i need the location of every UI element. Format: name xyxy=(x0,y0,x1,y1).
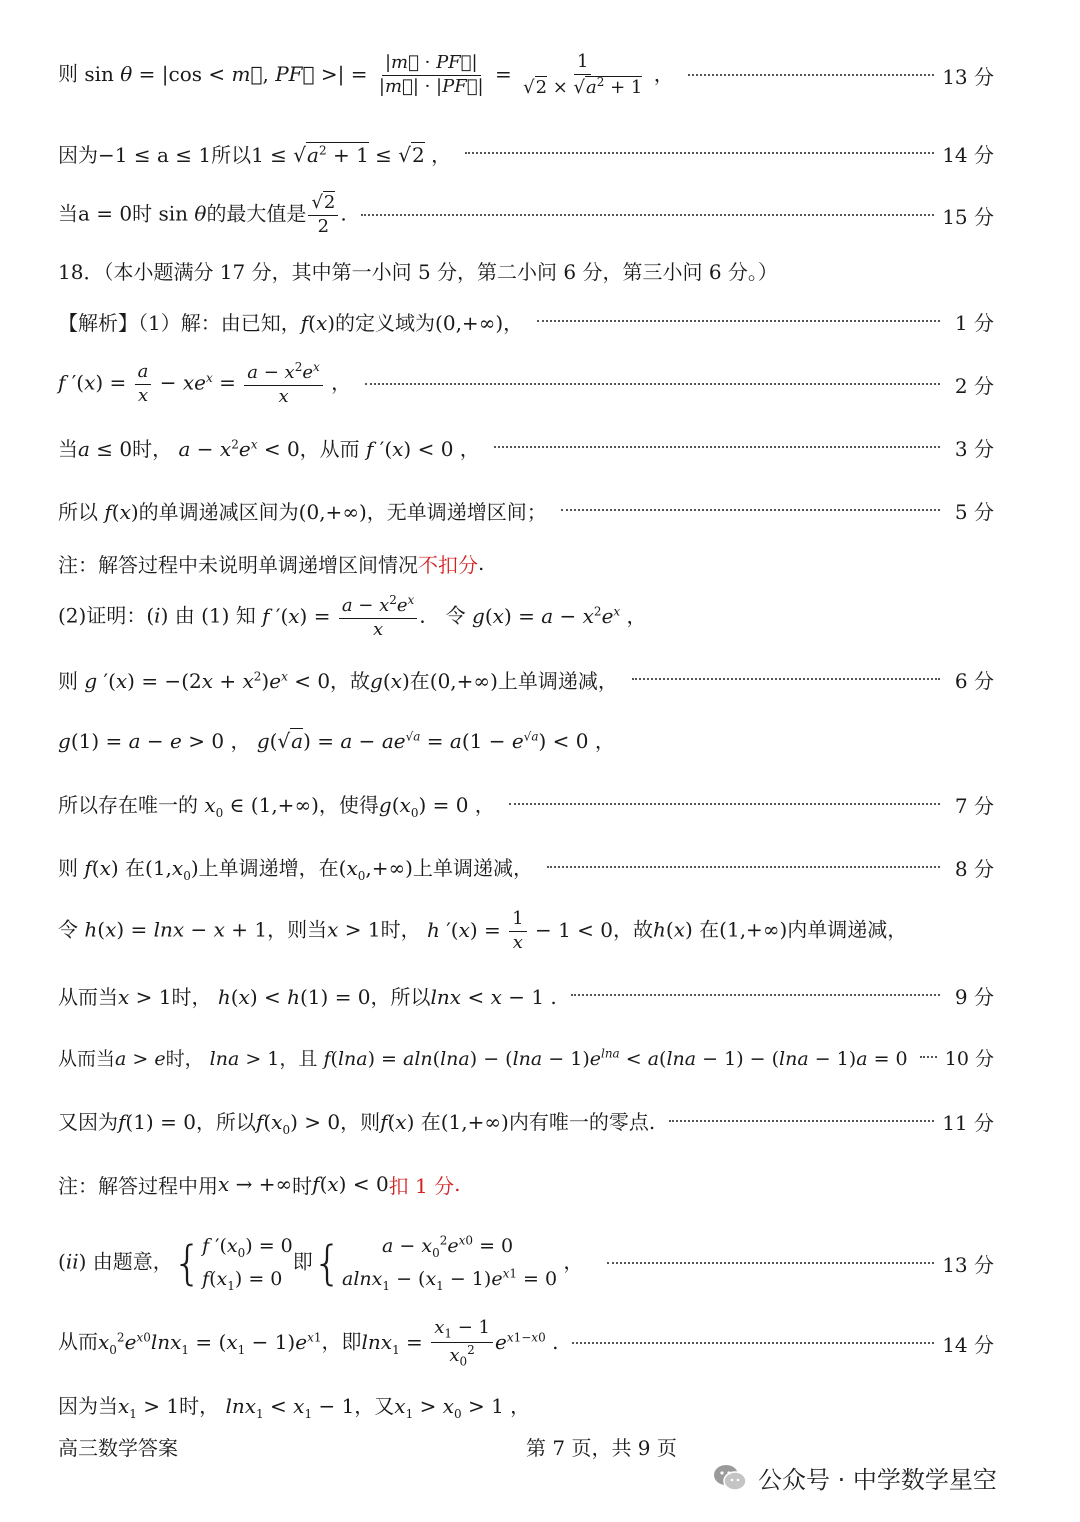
line-8 xyxy=(58,852,994,882)
dot-leader xyxy=(688,74,934,76)
score-label: 14 分 xyxy=(942,142,994,167)
score-label: 11 分 xyxy=(942,1110,994,1135)
score-label: 13 分 xyxy=(942,64,994,89)
text-fragment: 时， xyxy=(179,1393,220,1418)
text-fragment: 证明： xyxy=(86,603,147,628)
text-fragment: ，无单调递增区间； xyxy=(366,499,547,524)
text-fragment: 时， xyxy=(171,984,212,1009)
math-expression: lnx < x − 1 . xyxy=(430,984,557,1009)
line-9 xyxy=(58,980,994,1010)
math-expression: x → +∞ xyxy=(218,1172,293,1196)
dot-leader xyxy=(607,1262,934,1264)
dot-leader xyxy=(571,994,940,996)
text-fragment: ，故 xyxy=(330,668,371,693)
math-expression: sin θ = |cos < m⃗, PF⃗ >| = $\frac{|m⃗ \cdot PF⃗|}{|m⃗| \cdot |PF⃗|}$ = $\frac{1}{√2 \times √a^2 + 1}$ ， xyxy=(84,51,674,98)
text-fragment: 则 xyxy=(58,668,78,693)
note-text: 时 xyxy=(292,1173,313,1198)
line-10 xyxy=(58,1042,994,1072)
math-expression: $x_1 > 1$ xyxy=(118,1393,180,1421)
text-fragment: 知 xyxy=(235,603,256,628)
math-expression: h(x) < h(1) = 0 xyxy=(217,984,371,1009)
text-fragment: ，所以 xyxy=(370,984,431,1009)
text-fragment: 当a = 0时 xyxy=(58,201,153,226)
page-number: 第 7 页，共 9 页 xyxy=(526,1436,677,1460)
text-fragment: ，又 xyxy=(354,1393,395,1418)
score-label: 8 分 xyxy=(954,856,994,881)
line-last xyxy=(58,1390,994,1420)
text-fragment: 因为−1 ≤ a ≤ 1所以 xyxy=(58,142,252,167)
text-fragment: 当 xyxy=(58,436,78,461)
text-fragment: 所以存在唯一的 xyxy=(58,792,198,817)
math-expression: $g(x_0) = 0$ ， xyxy=(378,792,495,820)
dot-leader xyxy=(465,152,934,154)
math-expression: $(1,x_0)$ xyxy=(145,855,199,883)
text-fragment: 即 xyxy=(292,1249,313,1274)
line-6 xyxy=(58,664,994,694)
text-fragment: ，且 xyxy=(279,1047,318,1070)
wechat-icon xyxy=(712,1463,748,1493)
score-label: 5 分 xyxy=(954,499,994,524)
text-fragment: 则 xyxy=(58,855,78,880)
math-expression: lnx$_1$ = $\frac{x_1 - 1}{x_0^2}$ $e^{x1-x0}$ . xyxy=(361,1316,559,1369)
dot-leader xyxy=(494,446,940,448)
text-fragment: 则 xyxy=(58,61,78,86)
score-label: 2 分 xyxy=(954,373,994,398)
text-fragment: ，从而 xyxy=(299,436,360,461)
math-expression: a > e xyxy=(115,1047,166,1070)
text-fragment: ，故 xyxy=(613,917,654,942)
text-fragment: 由 xyxy=(174,603,195,628)
note-text: 注：解答过程中用 xyxy=(58,1173,218,1198)
math-expression: f ′(x) < 0 ， xyxy=(366,436,480,461)
footer-left: 高三数学答案 xyxy=(58,1436,178,1460)
math-expression: $x_0$ ∈ (1,+∞) xyxy=(204,792,319,820)
equation-system: f $'(x_0) = 0$ $f(x_1) = 0$ xyxy=(202,1234,293,1293)
text-fragment: ，使得 xyxy=(318,792,379,817)
problem-18-header xyxy=(58,256,994,284)
dot-leader xyxy=(632,678,940,680)
score-label: 6 分 xyxy=(954,668,994,693)
math-expression: (2) xyxy=(58,603,87,628)
text-fragment: ，所以 xyxy=(195,1109,256,1134)
line-14b xyxy=(58,1316,994,1370)
math-expression: a ≤ 0 xyxy=(78,436,133,461)
math-expression: $g(x) = a - x^2e^x$ ， xyxy=(472,603,647,628)
text-fragment: 从而当 xyxy=(58,984,118,1009)
line-7 xyxy=(58,789,994,819)
math-expression: $\ln x_1 < x_1 - 1$ xyxy=(225,1393,355,1421)
score-label: 13 分 xyxy=(942,1252,994,1277)
math-expression: f(x) xyxy=(104,499,139,524)
math-expression: f(x) < 0 xyxy=(312,1172,389,1196)
text-fragment: 因为当 xyxy=(58,1393,118,1418)
note-highlight: 不扣分 xyxy=(418,552,478,577)
equation-system: $a - x_0^2e^{x0} = 0$ $alnx_1 - (x_1 - 1)e^{x1} = 0$ xyxy=(342,1233,558,1293)
math-expression: (0,+∞) xyxy=(429,668,498,693)
text-fragment: 由题意， xyxy=(92,1249,173,1274)
math-expression: g(x) xyxy=(370,668,410,693)
dot-leader xyxy=(561,509,940,511)
text-fragment: 上单调递减， xyxy=(497,668,618,693)
note-highlight: 扣 1 分 xyxy=(388,1173,455,1198)
math-expression: f(x) xyxy=(84,855,126,880)
note-text: 注：解答过程中未说明单调递增区间情况 xyxy=(58,552,418,577)
line-13b: (ii) 由题意，{ f $'(x_0) = 0$ $f(x_1) = 0$ 即{ $a - x_0^2e^{x0} = 0$ $alnx_1 - (x_1 - 1)e^{x1} = 0$ ， 13 分 xyxy=(58,1228,994,1298)
dot-leader xyxy=(669,1120,934,1122)
text-fragment: 从而当 xyxy=(58,1047,116,1070)
line-14a xyxy=(58,138,994,168)
math-expression: h(x) = lnx − x + 1 xyxy=(84,917,268,942)
score-label: 1 分 xyxy=(954,310,994,335)
math-expression: $f(\ln a) = aln(\ln a) - (\ln a - 1)e^{lna} < a(\ln a - 1) - (\ln a - 1)a = 0$ xyxy=(323,1046,908,1070)
math-expression: sin θ xyxy=(152,201,207,226)
text-fragment: 在 xyxy=(699,917,720,942)
math-expression: (ii) xyxy=(58,1249,93,1274)
math-expression: (0,+∞)， xyxy=(435,310,524,335)
text-fragment: 又因为 xyxy=(58,1109,118,1134)
note-1 xyxy=(58,548,994,578)
text-fragment: 【解析】（1）解：由已知， xyxy=(58,310,301,335)
score-label: 14 分 xyxy=(942,1332,994,1357)
score-label: 3 分 xyxy=(954,436,994,461)
dot-leader xyxy=(572,1342,934,1344)
math-expression: x > 1 xyxy=(118,984,172,1009)
text-fragment: 时， xyxy=(132,436,173,461)
math-expression: $\frac{√2}{2}$ xyxy=(308,192,338,238)
dot-leader xyxy=(920,1056,937,1058)
text-fragment: 的单调递减区间为 xyxy=(138,499,299,524)
text-fragment: ． 令 xyxy=(419,603,466,628)
score-label: 10 分 xyxy=(944,1047,994,1070)
math-expression: f ′(x) = $\frac{a}{x}$ − $xe^x$ = $\frac{a - x^2e^x}{x}$ ， xyxy=(58,360,352,407)
text-fragment: 时， xyxy=(380,917,421,942)
math-expression: h(x) xyxy=(653,917,700,942)
text-fragment: 从而 xyxy=(58,1329,98,1354)
text-fragment: 的最大值是 xyxy=(206,201,307,226)
text-fragment: 令 xyxy=(58,917,78,942)
text-fragment: ，则 xyxy=(340,1109,381,1134)
math-expression: lna > 1 xyxy=(209,1047,280,1070)
math-expression: (1,+∞) xyxy=(719,917,788,942)
text-fragment: 内有唯一的零点. xyxy=(508,1109,656,1134)
math-expression: g $'(x) = -(2x + x^2)e^x < 0$ xyxy=(84,668,331,693)
brace-icon: { xyxy=(312,1236,343,1290)
math-expression: (0,+∞) xyxy=(298,499,367,524)
dot-leader xyxy=(537,320,940,322)
text-fragment: 在 xyxy=(409,668,430,693)
dot-leader xyxy=(361,214,934,216)
dot-leader xyxy=(365,383,940,385)
text-fragment: 所以 xyxy=(58,499,98,524)
text-fragment: 的定义域为 xyxy=(335,310,436,335)
math-expression: x > 1 xyxy=(327,917,381,942)
math-expression: $(x_0,+\infty)$ xyxy=(338,855,413,883)
line-15a: 当a = 0时 sin θ的最大值是 $\frac{√2}{2}$ . 15 分 xyxy=(58,192,994,237)
math-expression: f(x) xyxy=(300,310,336,335)
text-fragment: 上单调递增，在 xyxy=(198,855,339,880)
math-expression: f(x) xyxy=(380,1109,421,1134)
problem-heading: 18．（本小题满分 17 分，其中第一小问 5 分，第二小问 6 分，第三小问 6 分。） xyxy=(58,259,778,284)
wechat-watermark xyxy=(712,1460,997,1495)
note-2 xyxy=(58,1169,994,1199)
watermark-label: 公众号 · 中学数学星空 xyxy=(758,1466,997,1494)
text-fragment: 在 xyxy=(125,855,146,880)
math-expression: $f(x_0) > 0$ xyxy=(255,1109,341,1137)
text-fragment: 上单调递减， xyxy=(412,855,533,880)
score-label: 15 分 xyxy=(942,204,994,229)
math-expression: $x_0^2e^{x0}\ln x_1 = (x_1 - 1)e^{x1}$ xyxy=(98,1329,322,1357)
note-text: . xyxy=(478,551,485,575)
line-2 xyxy=(58,356,994,412)
dot-leader xyxy=(509,803,940,805)
math-expression: $1 \le √a^2 + 1 \le √2$ ， xyxy=(251,142,452,167)
line-11 xyxy=(58,1106,994,1136)
score-label: 9 分 xyxy=(954,984,994,1009)
math-expression: f ′(x) = $\frac{a - x^2e^x}{x}$ xyxy=(256,604,420,628)
line-h-def xyxy=(58,904,994,958)
text-fragment: 在 xyxy=(420,1109,441,1134)
note-text: . xyxy=(454,1172,461,1196)
math-expression: g(1) = a − e > 0 ， $g(√a) = a - ae^{√a} = a(1 - e^{√a}) < 0$ ， xyxy=(58,728,615,753)
math-expression: (i) xyxy=(146,603,175,628)
line-3 xyxy=(58,432,994,462)
math-expression: $x_1 > x_0 > 1$ ， xyxy=(394,1393,531,1421)
math-expression: h ′(x) = $\frac{1}{x}$ − 1 < 0 xyxy=(427,908,614,953)
math-expression: (1) xyxy=(194,603,236,628)
brace-icon: { xyxy=(172,1236,203,1290)
text-fragment: 内单调递减， xyxy=(787,917,908,942)
score-label: 7 分 xyxy=(954,793,994,818)
dot-leader xyxy=(547,866,940,868)
line-13a xyxy=(58,40,994,110)
text-fragment: 时， xyxy=(165,1047,204,1070)
text-fragment: ，则当 xyxy=(267,917,328,942)
text-fragment: ，即 xyxy=(321,1329,362,1354)
line-5 xyxy=(58,495,994,525)
line-g-values xyxy=(58,722,994,756)
math-expression: $a - x^2e^x < 0$ xyxy=(178,436,300,461)
line-1 xyxy=(58,306,994,336)
math-expression: (1,+∞) xyxy=(440,1109,509,1134)
math-expression: f(1) = 0 xyxy=(118,1109,196,1134)
line-part2-intro xyxy=(58,590,994,644)
